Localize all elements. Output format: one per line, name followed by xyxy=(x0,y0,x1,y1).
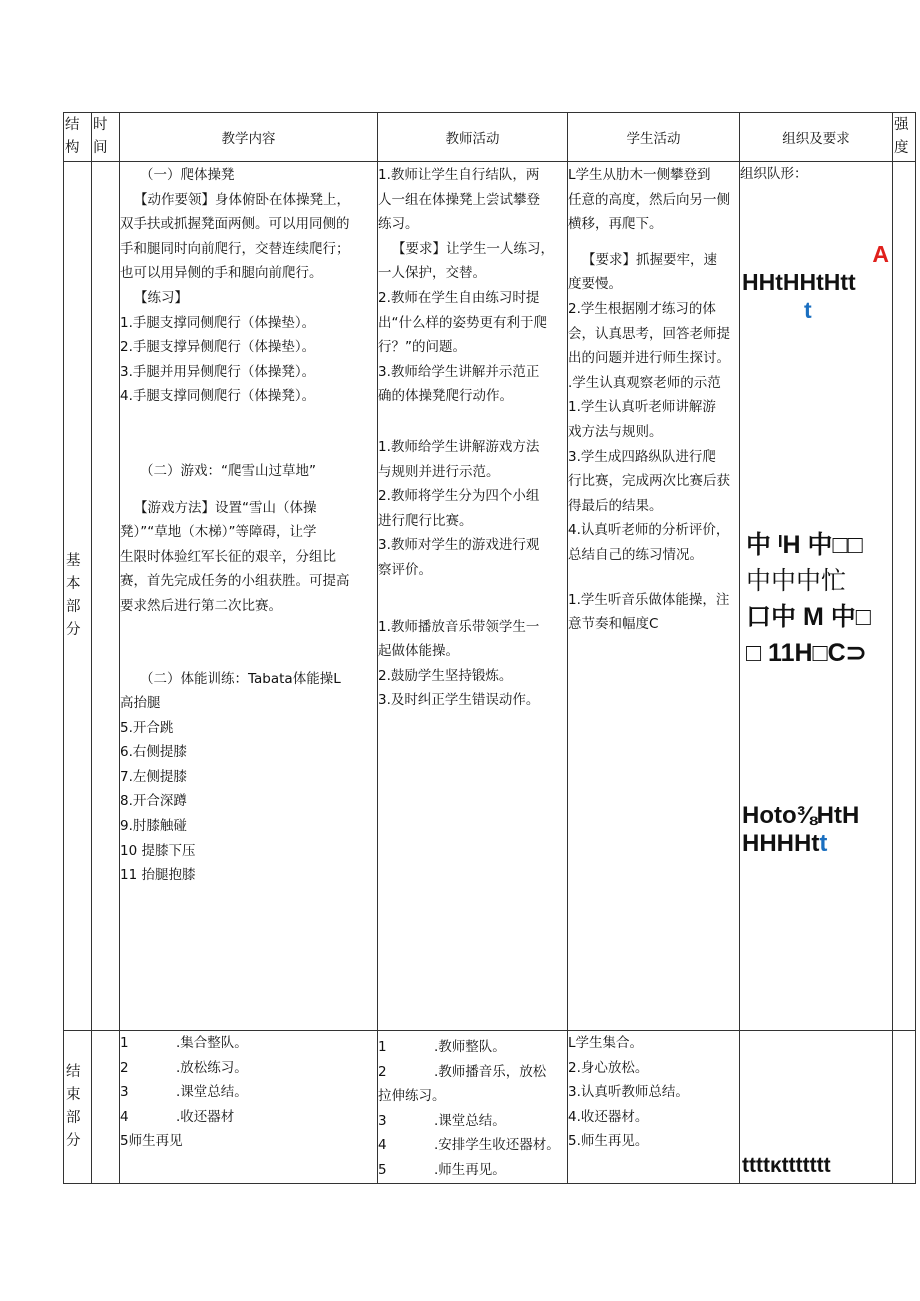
header-student: 学生活动 xyxy=(568,113,740,162)
content-line: 高抬腿 xyxy=(120,695,161,712)
formation-letter-a: A xyxy=(872,241,889,267)
ending-teacher-cell xyxy=(378,1031,568,1184)
basic-teacher-cell xyxy=(378,162,568,1031)
formation-row-main: HHHHt xyxy=(742,830,820,857)
formation-row: 口中 M 中□ xyxy=(746,603,871,631)
basic-student-cell xyxy=(568,162,740,1031)
content-line: 双手扶或抓握凳面两侧。可以用同侧的 xyxy=(120,216,350,233)
content-line: 9.肘膝触碰 xyxy=(120,818,187,835)
ending-formation-row: ttttκttttttt xyxy=(742,1153,831,1177)
ending-teacher-line: 拉伸练习。 xyxy=(378,1088,446,1105)
content-line: （一）爬体操凳 xyxy=(140,167,235,183)
student-line: 1.学生认真听老师讲解游 xyxy=(568,399,716,416)
ending-content-line: 3 .课堂总结。 xyxy=(120,1084,248,1101)
teacher-line: 2.教师将学生分为四个小组 xyxy=(378,488,540,505)
basic-org-cell xyxy=(740,162,893,1031)
ending-content-line: 1 .集合整队。 xyxy=(120,1035,248,1051)
formation-row: 中 ᴵH 中□□ xyxy=(746,531,863,559)
ending-student-line: L学生集合。 xyxy=(568,1035,644,1051)
formation-row: HHtHHtHtt xyxy=(742,269,856,295)
ending-teacher-line: 1 .教师整队。 xyxy=(378,1039,506,1055)
formation-row-end: t xyxy=(804,297,812,323)
student-line: 任意的高度，然后向另一侧 xyxy=(568,191,730,208)
org-label: 组织队形： xyxy=(740,166,808,182)
content-line: 5.开合跳 xyxy=(120,719,174,736)
teacher-line: 【要求】让学生一人练习， xyxy=(392,240,554,257)
teacher-line: 确的体操凳爬行动作。 xyxy=(378,388,513,405)
ending-row xyxy=(64,1031,916,1184)
student-line: .学生认真观察老师的示范 xyxy=(568,374,721,391)
ending-time-cell xyxy=(92,1031,120,1184)
teacher-line: 与规则并进行示范。 xyxy=(378,463,500,480)
student-line: 横移，再爬下。 xyxy=(568,216,663,233)
student-line: 2.学生根据刚才练习的体 xyxy=(568,300,716,317)
student-line: L学生从肋木一侧攀登到 xyxy=(568,167,711,183)
content-line: （二）游戏：“爬雪山过草地” xyxy=(140,462,316,479)
ending-content-line: 4 .收还器材 xyxy=(120,1108,235,1125)
teacher-line: 3.教师对学生的游戏进行观 xyxy=(378,537,540,554)
teacher-line: 1.教师给学生讲解游戏方法 xyxy=(378,438,540,455)
content-line: 要求然后进行第二次比赛。 xyxy=(120,597,282,614)
formation-row: □ 11H□C⊃ xyxy=(746,639,867,667)
header-org: 组织及要求 xyxy=(740,113,893,162)
ending-teacher-line: 5 .师生再见。 xyxy=(378,1161,506,1178)
ending-student-line: 3.认真听教师总结。 xyxy=(568,1084,689,1101)
content-line: 手和腿同时向前爬行，交替连续爬行； xyxy=(120,240,350,257)
teacher-line: 3.及时纠正学生错误动作。 xyxy=(378,692,540,709)
content-line: 【游戏方法】设置“雪山（体操 xyxy=(134,499,317,516)
teacher-line: 人一组在体操凳上尝试攀登 xyxy=(378,191,540,208)
student-line: 【要求】抓握要牢，速 xyxy=(582,251,717,268)
ending-content-line: 5师生再见 xyxy=(120,1133,183,1150)
teacher-line: 察评价。 xyxy=(378,561,432,578)
student-line: 会，认真思考，回答老师提 xyxy=(568,325,730,342)
teacher-line: 出“什么样的姿势更有利于爬 xyxy=(378,314,547,331)
student-line: 得最后的结果。 xyxy=(568,497,663,514)
content-line: 赛，首先完成任务的小组获胜。可提高 xyxy=(120,573,350,590)
basic-content-cell xyxy=(120,162,378,1031)
ending-teacher-line: 4 .安排学生收还器材。 xyxy=(378,1137,560,1154)
content-line: （二）体能训练：Tabata体能操L xyxy=(140,670,341,687)
formation-row: Hoto⅜HtH xyxy=(742,802,860,829)
ending-teacher-line: 2 .教师播音乐，放松 xyxy=(378,1063,547,1080)
student-line: 戏方法与规则。 xyxy=(568,423,663,440)
ending-student-line: 5.师生再见。 xyxy=(568,1133,649,1150)
student-line: 4.认真听老师的分析评价， xyxy=(568,522,730,539)
student-line: 意节奏和幅度C xyxy=(568,616,659,633)
content-line: 6.右侧提膝 xyxy=(120,744,187,761)
formation-diagram-3 xyxy=(742,802,892,858)
teacher-line: 行？”的问题。 xyxy=(378,339,466,356)
header-teacher: 教师活动 xyxy=(378,113,568,162)
content-line: 【练习】 xyxy=(134,289,188,306)
formation-row xyxy=(742,830,892,858)
teacher-line: 起做体能操。 xyxy=(378,643,459,660)
header-intensity: 强度 xyxy=(893,113,916,162)
lesson-plan-table xyxy=(63,112,916,1184)
content-line: 3.手腿并用异侧爬行（体操凳）。 xyxy=(120,363,316,380)
ending-content-line: 2 .放松练习。 xyxy=(120,1059,248,1076)
content-line: 生限时体验红军长征的艰辛，分组比 xyxy=(120,548,336,565)
header-row xyxy=(64,113,916,162)
teacher-line: 1.教师让学生自行结队，两 xyxy=(378,167,540,183)
content-line: 2.手腿支撑异侧爬行（体操垫）。 xyxy=(120,339,316,356)
basic-intensity-cell xyxy=(893,162,916,1031)
student-line: 出的问题并进行师生探讨。 xyxy=(568,350,730,367)
student-line: 度要慢。 xyxy=(568,276,622,293)
teacher-line: 2.鼓励学生坚持锻炼。 xyxy=(378,667,513,684)
teacher-line: 练习。 xyxy=(378,216,419,233)
ending-content-cell xyxy=(120,1031,378,1184)
content-line: 7.左侧提膝 xyxy=(120,768,187,785)
ending-student-cell xyxy=(568,1031,740,1184)
formation-row: 中中中忙 xyxy=(746,567,847,595)
student-line: 1.学生听音乐做体能操，注 xyxy=(568,591,730,608)
ending-teacher-line: 3 .课堂总结。 xyxy=(378,1112,506,1129)
ending-intensity-cell xyxy=(893,1031,916,1184)
student-line: 行比赛，完成两次比赛后获 xyxy=(568,473,730,490)
content-line: 凳）”“草地（木梯）”等障碍，让学 xyxy=(120,524,317,541)
student-line: 3.学生成四路纵队进行爬 xyxy=(568,448,716,465)
header-time: 时间 xyxy=(92,113,120,162)
formation-diagram-1 xyxy=(740,240,891,324)
teacher-line: 进行爬行比赛。 xyxy=(378,512,473,529)
teacher-line: 1.教师播放音乐带领学生一 xyxy=(378,618,540,635)
header-structure: 结构 xyxy=(64,113,92,162)
basic-row xyxy=(64,162,916,1031)
content-line: 11 抬腿抱膝 xyxy=(120,867,196,884)
ending-student-line: 2.身心放松。 xyxy=(568,1059,649,1076)
formation-row-end: t xyxy=(819,830,828,857)
teacher-line: 2.教师在学生自由练习时提 xyxy=(378,289,540,306)
teacher-line: 3.教师给学生讲解并示范正 xyxy=(378,363,540,380)
student-line: 总结自己的练习情况。 xyxy=(568,546,703,563)
header-content: 教学内容 xyxy=(120,113,378,162)
basic-time-cell xyxy=(92,162,120,1031)
content-line: 1.手腿支撑同侧爬行（体操垫）。 xyxy=(120,314,316,331)
content-line: 8.开合深蹲 xyxy=(120,793,187,810)
teacher-line: 一人保护，交替。 xyxy=(378,265,486,282)
ending-student-line: 4.收还器材。 xyxy=(568,1108,649,1125)
content-line: 【动作要领】身体俯卧在体操凳上， xyxy=(134,191,350,208)
ending-org-cell xyxy=(740,1031,893,1184)
content-line: 也可以用异侧的手和腿向前爬行。 xyxy=(120,265,323,282)
content-line: 10 提膝下压 xyxy=(120,842,196,859)
basic-section-label: 基本部分 xyxy=(64,162,92,1031)
ending-section-label: 结束部分 xyxy=(64,1031,92,1184)
content-line: 4.手腿支撑同侧爬行（体操凳）。 xyxy=(120,388,316,405)
formation-diagram-2 xyxy=(746,527,891,671)
